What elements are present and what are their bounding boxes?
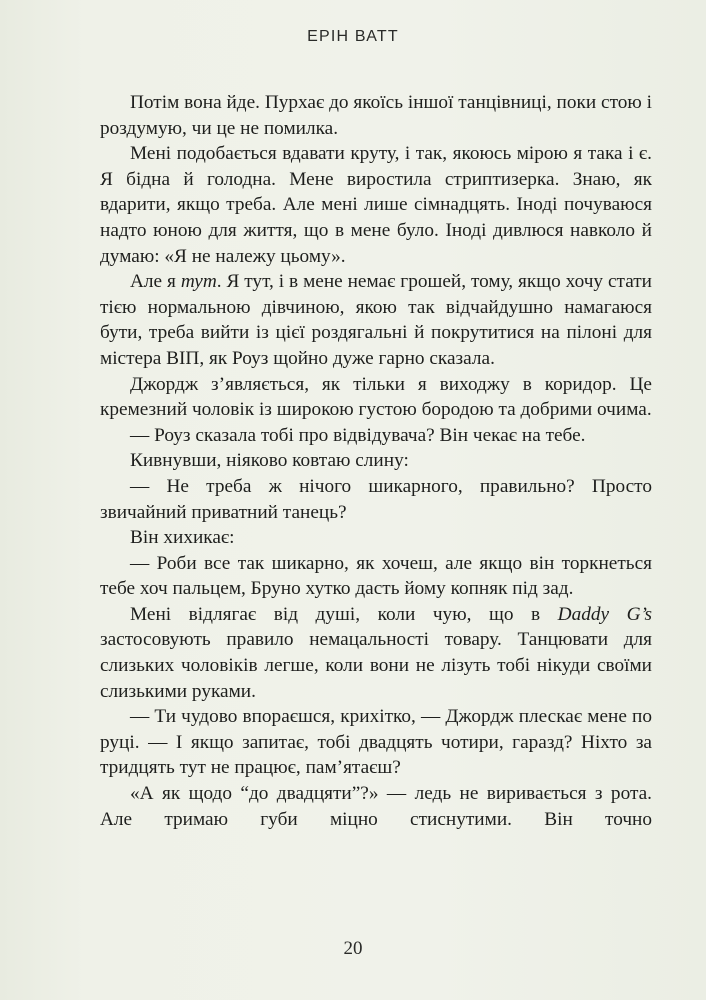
paragraph-6: Кивнувши, ніяково ковтаю слину: [130, 450, 409, 472]
paragraph-5: — Роуз сказала тобі про відвідувача? Він чекає на тебе. [130, 424, 586, 446]
paragraph-3-rest: . Я тут, і в мене немає грошей, тому, якщо хочу стати тією нормальною дівчиною, якою так відчайдушно намагаюся бути, треба вийти із цієї роздягальні й покрутитися на пілоні для містера ВІП, як Роуз щойно дуже гарно сказала. [100, 271, 652, 369]
emphasis-tut: тут [180, 271, 217, 293]
paragraph-8: Він хихикає: [130, 527, 235, 549]
paragraph-3-start: Але я [130, 271, 181, 293]
paragraph-7: — Не треба ж нічого шикарного, правильно? Просто звичайний приватний танець? [100, 475, 652, 523]
paragraph-10-start: Мені відлягає від душі, коли чую, що в [130, 603, 558, 625]
paragraph-10 [100, 602, 652, 704]
paragraph-1: Потім вона йде. Пурхає до якоїсь іншої танцівниці, поки стою і роздумую, чи це не помилка. [100, 92, 652, 139]
emphasis-club-name: Daddy G’s [557, 603, 652, 625]
running-head: ЕРІН ВАТТ [307, 28, 399, 45]
paragraph-4: Джордж з’являється, як тільки я виходжу в коридор. Це кремезний чоловік із широкою густою бородою та добрими очима. [100, 373, 652, 421]
paragraph-3 [100, 269, 652, 371]
page-number: 20 [343, 938, 363, 959]
paragraph-9: — Роби все так шикарно, як хочеш, але якщо він торкнеться тебе хоч пальцем, Бруно хутко дасть йому копняк під зад. [100, 552, 652, 600]
paragraph-11: — Ти чудово впораєшся, крихітко, — Джордж плескає мене по руці. — І якщо запитає, тобі двадцять чотири, гаразд? Ніхто за тридцять тут не працює, пам’ятаєш? [100, 706, 652, 779]
paragraph-2: Мені подобається вдавати круту, і так, якоюсь мірою я така і є. Я бідна й голодна. Мене виростила стриптизерка. Знаю, як вдарити, якщо треба. Але мені лише сімнадцять. Іноді почуваюся надто юною для життя, що в мене було. Іноді дивлюся навколо й думаю: «Я не належу цьому». [100, 143, 652, 267]
paragraph-10-rest: застосовують правило немацальності товару. Танцювати для слизьких чоловіків легше, коли вони не лізуть тобі нікуди своїми слизькими руками. [100, 629, 652, 702]
body-text [100, 90, 652, 832]
paragraph-12: «А як щодо “до двадцяти”?» — ледь не виривається з рота. Але тримаю губи міцно стиснутими. Він точно [100, 783, 652, 830]
